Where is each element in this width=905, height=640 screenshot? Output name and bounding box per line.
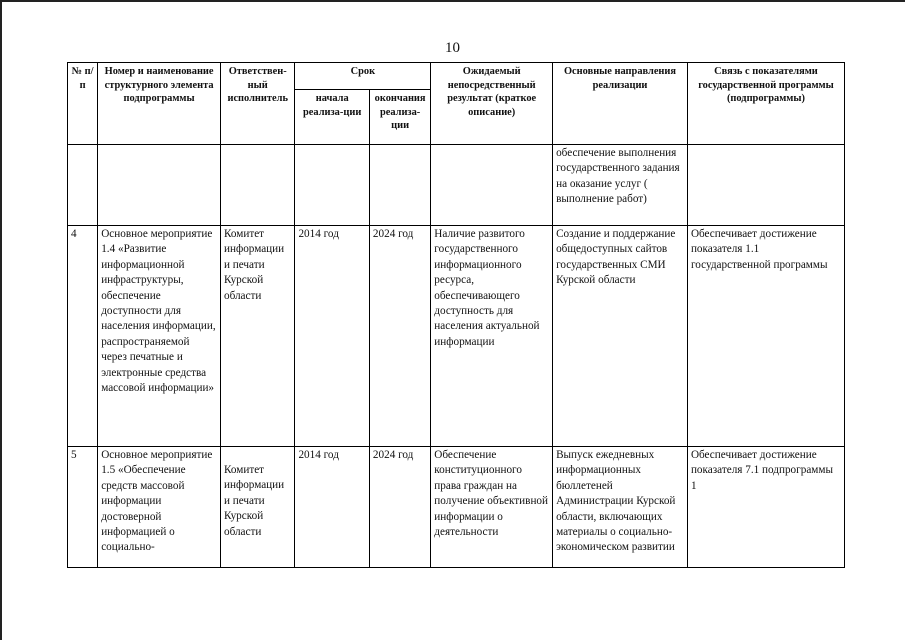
cell-expected: Наличие развитого государственного информационного ресурса, обеспечивающего доступность для населения актуальной информации — [431, 226, 553, 447]
cell-num — [68, 145, 98, 226]
subprogram-table — [67, 62, 845, 568]
header-link: Связь с показателями государственной программы (подпрограммы) — [687, 63, 844, 145]
cell-directions: Выпуск ежедневных информационных бюллетеней Администрации Курской области, включающих материалы о социально-экономическом развитии — [553, 447, 688, 568]
cell-expected — [431, 145, 553, 226]
header-directions: Основные направления реализации — [553, 63, 688, 145]
cell-end: 2024 год — [369, 447, 430, 568]
cell-end — [369, 145, 430, 226]
cell-responsible: Комитет информации и печати Курской области — [220, 447, 294, 568]
header-term-end: окончания реализа-ции — [369, 90, 430, 145]
cell-name: Основное мероприятие 1.4 «Развитие информационной инфраструктуры, обеспечение доступности для населения информации, распространяемой через печатные и электронные средства массовой информации» — [98, 226, 221, 447]
cell-link: Обеспечивает достижение показателя 1.1 государственной программы — [687, 226, 844, 447]
header-num: № п/п — [68, 63, 98, 145]
cell-responsible — [220, 145, 294, 226]
header-term: Срок — [295, 63, 431, 90]
header-responsible: Ответствен-ный исполнитель — [220, 63, 294, 145]
table-row — [68, 447, 845, 568]
page-number: 10 — [445, 40, 460, 56]
table-row — [68, 145, 845, 226]
cell-name: Основное мероприятие 1.5 «Обеспечение средств массовой информации достоверной информацией о социально- — [98, 447, 221, 568]
header-name: Номер и наименование структурного элемента подпрограммы — [98, 63, 221, 145]
cell-start: 2014 год — [295, 226, 369, 447]
cell-directions: обеспечение выполнения государственного задания на оказание услуг ( выполнение работ) — [553, 145, 688, 226]
header-row — [68, 63, 845, 90]
cell-num: 5 — [68, 447, 98, 568]
page-top-edge — [0, 0, 905, 2]
header-expected: Ожидаемый непосредственный результат (краткое описание) — [431, 63, 553, 145]
cell-start — [295, 145, 369, 226]
cell-responsible: Комитет информации и печати Курской области — [220, 226, 294, 447]
page-left-edge — [0, 0, 2, 640]
table-row — [68, 226, 845, 447]
cell-expected: Обеспечение конституционного права граждан на получение объективной информации о деятельности — [431, 447, 553, 568]
cell-end: 2024 год — [369, 226, 430, 447]
cell-num: 4 — [68, 226, 98, 447]
header-term-start: начала реализа-ции — [295, 90, 369, 145]
cell-directions: Создание и поддержание общедоступных сайтов государственных СМИ Курской области — [553, 226, 688, 447]
cell-start: 2014 год — [295, 447, 369, 568]
cell-link — [687, 145, 844, 226]
cell-link: Обеспечивает достижение показателя 7.1 подпрограммы 1 — [687, 447, 844, 568]
cell-name — [98, 145, 221, 226]
